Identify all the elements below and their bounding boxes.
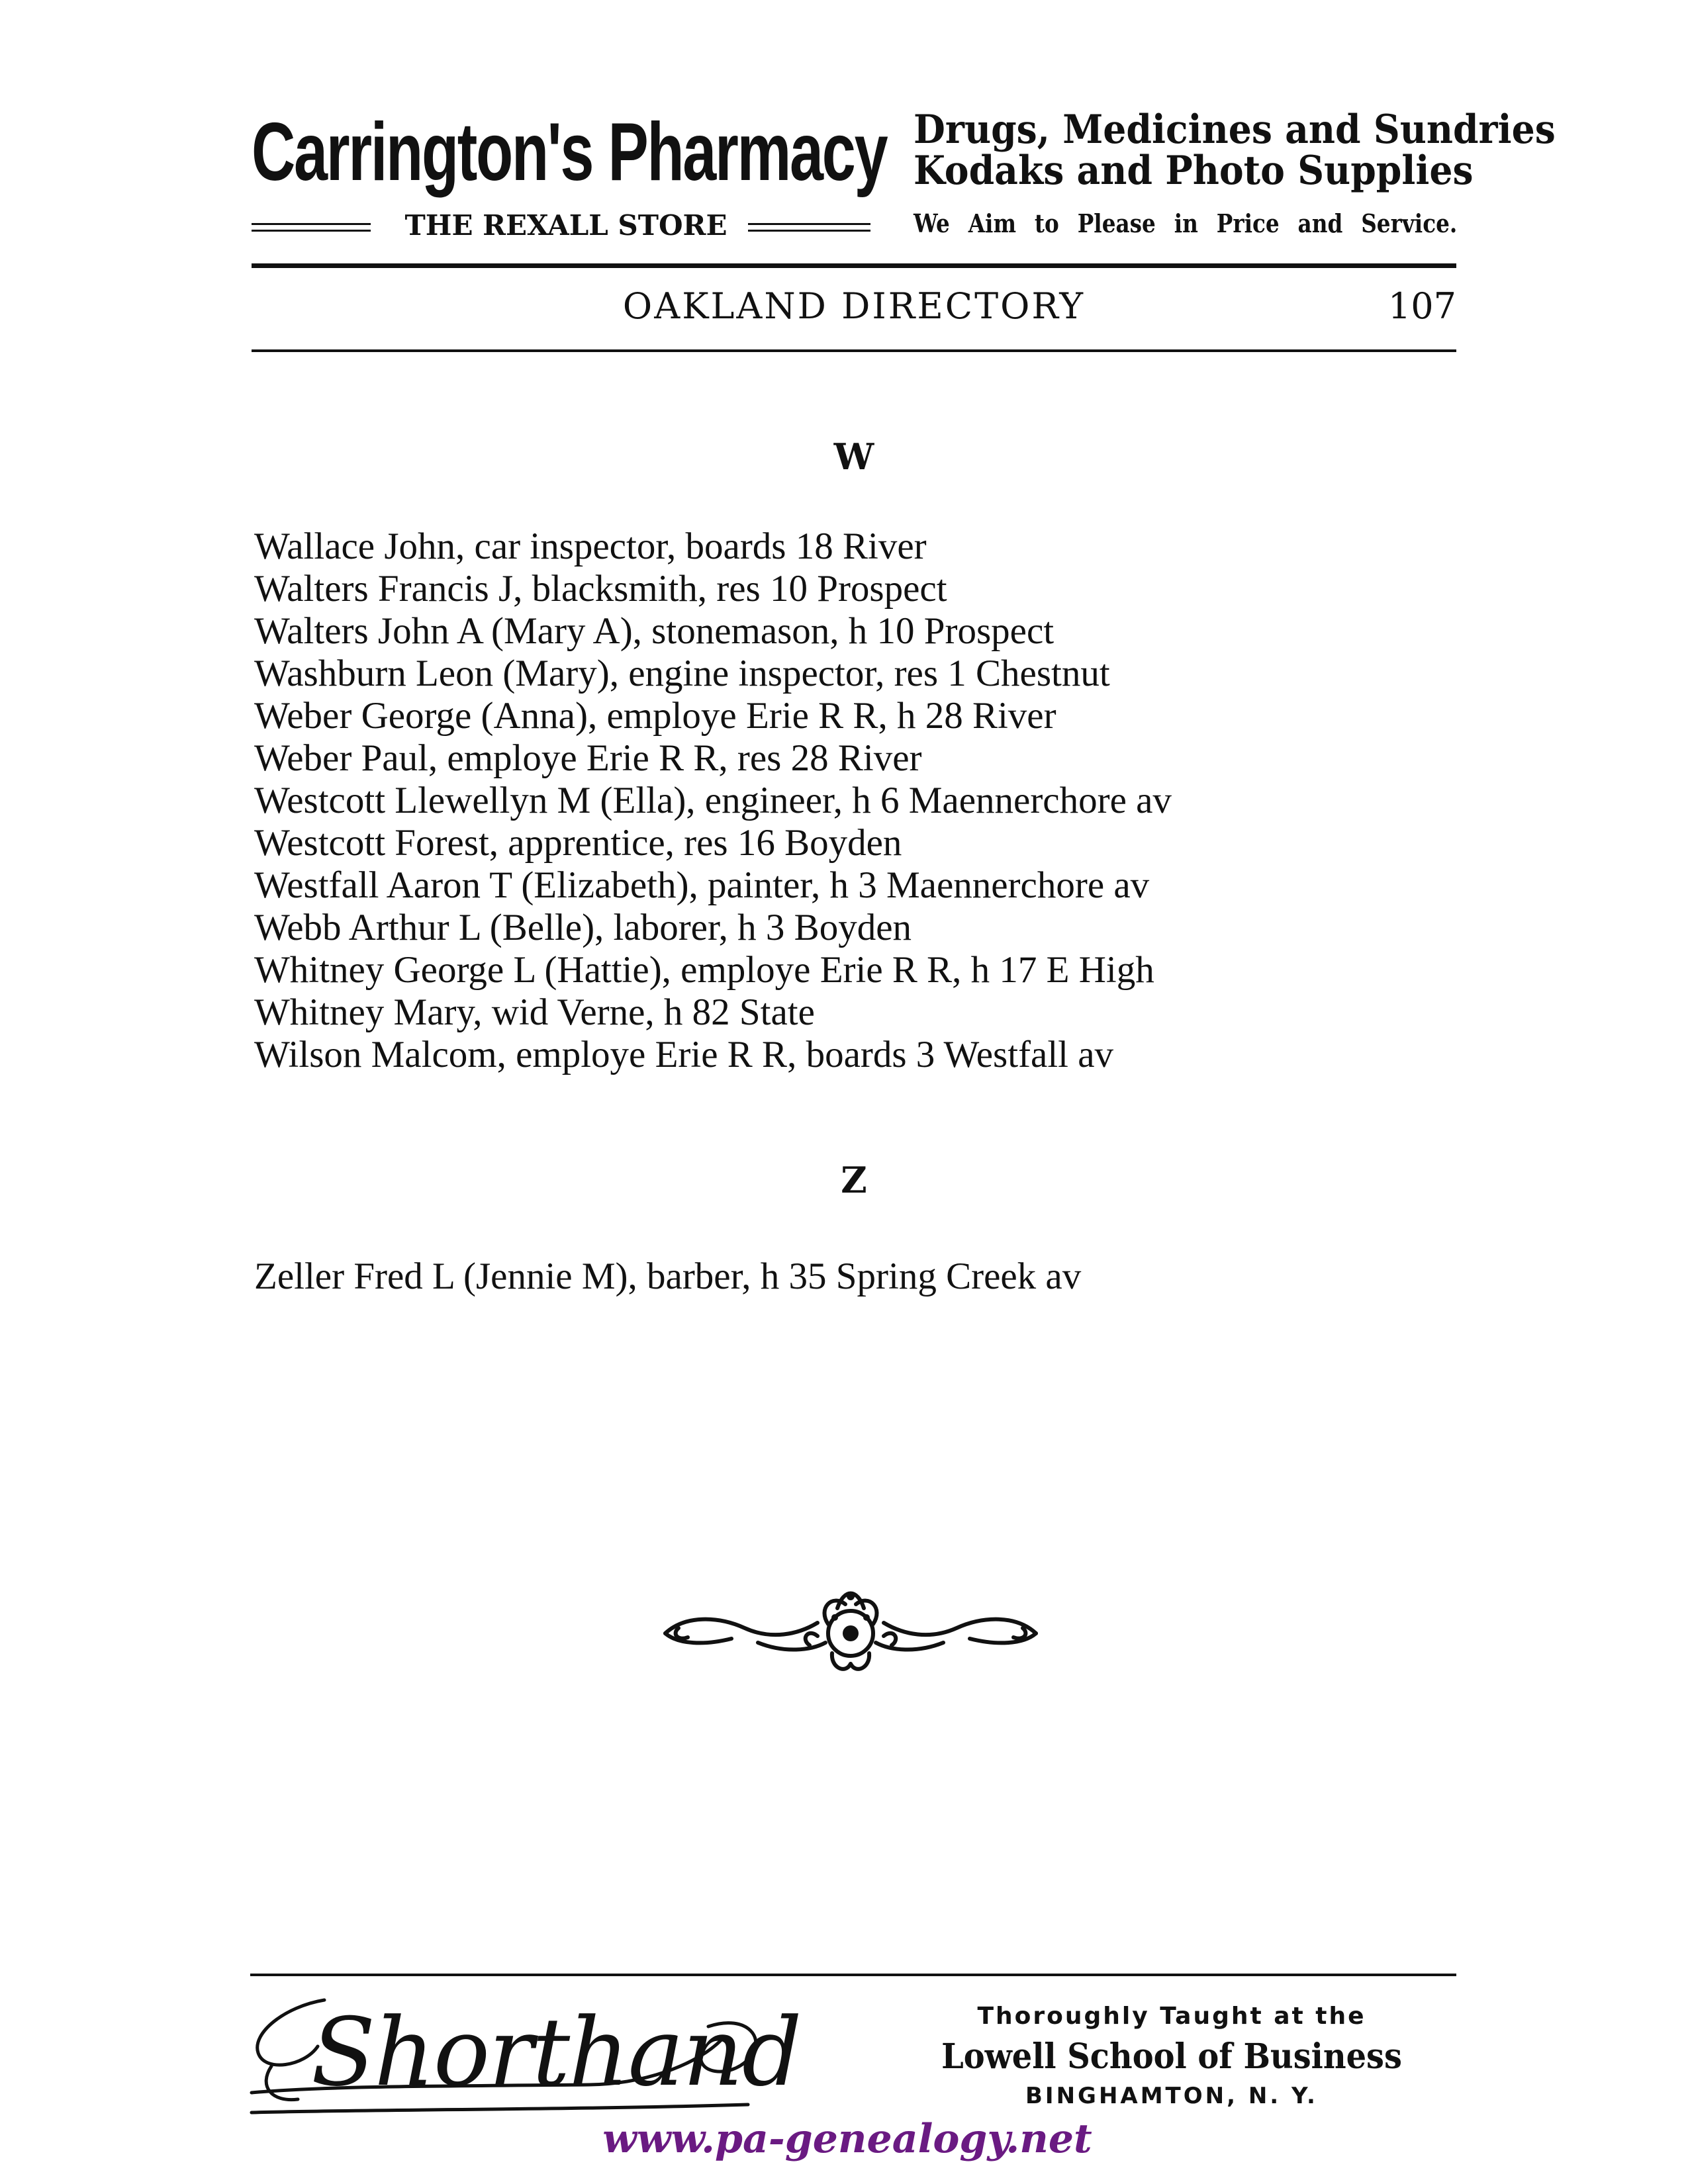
section-letter-z: Z xyxy=(841,1159,867,1201)
list-item: Weber Paul, employe Erie R R, res 28 River xyxy=(254,737,922,779)
shorthand-logo-word: Shorthand xyxy=(311,1998,801,2107)
section-z-entries xyxy=(254,1255,1446,1298)
list-item: Wallace John, car inspector, boards 18 River xyxy=(254,525,927,567)
list-item: Walters Francis J, blacksmith, res 10 Prospect xyxy=(254,568,947,610)
list-item: Washburn Leon (Mary), engine inspector, res 1 Chestnut xyxy=(254,653,1110,694)
rexall-store-label: THE REXALL STORE xyxy=(404,209,727,242)
pharmacy-advertisement xyxy=(252,107,1556,268)
directory-title: OAKLAND DIRECTORY xyxy=(622,285,1086,327)
school-advertisement xyxy=(887,1999,1456,2113)
header-divider xyxy=(252,263,1456,268)
list-item: Westcott Llewellyn M (Ella), engineer, h 6 Maennerchore av xyxy=(254,780,1172,821)
section-w-entries xyxy=(254,525,1446,1076)
floral-scroll-ornament-icon xyxy=(659,1582,1043,1681)
offerings-line-1: Drugs, Medicines and Sundries xyxy=(914,107,1556,153)
running-head xyxy=(252,281,1456,334)
section-letter-w: W xyxy=(833,435,874,478)
list-item: Westfall Aaron T (Elizabeth), painter, h 3 Maennerchore av xyxy=(254,864,1150,906)
list-item: Westcott Forest, apprentice, res 16 Boyden xyxy=(254,822,902,864)
list-item: Webb Arthur L (Belle), laborer, h 3 Boyden xyxy=(254,907,912,948)
list-item: Wilson Malcom, employe Erie R R, boards 3 Westfall av xyxy=(254,1034,1114,1075)
list-item: Whitney George L (Hattie), employe Erie R R, h 17 E High xyxy=(254,949,1154,991)
pharmacy-name: Carrington's Pharmacy xyxy=(252,107,887,198)
list-item: Whitney Mary, wid Verne, h 82 State xyxy=(254,991,815,1033)
rexall-store-row xyxy=(252,207,874,247)
list-item: Zeller Fred L (Jennie M), barber, h 35 Spring Creek av xyxy=(254,1255,1082,1297)
list-item: Weber George (Anna), employe Erie R R, h 28 River xyxy=(254,695,1056,737)
school-city: BINGHAMTON, N. Y. xyxy=(1025,2083,1318,2109)
school-taught-line: Thoroughly Taught at the xyxy=(977,2003,1366,2030)
footer-divider xyxy=(250,1974,1456,1976)
pharmacy-tagline: We Aim to Please in Price and Service. xyxy=(914,208,1458,238)
list-item: Walters John A (Mary A), stonemason, h 10 Prospect xyxy=(254,610,1055,652)
double-rule-left xyxy=(252,223,371,232)
website-watermark: www.pa-genealogy.net xyxy=(602,2116,1092,2162)
school-name: Lowell School of Business xyxy=(941,2036,1402,2077)
double-rule-right xyxy=(748,223,870,232)
running-head-divider xyxy=(252,349,1456,352)
page-number: 107 xyxy=(1387,285,1456,327)
pharmacy-offerings xyxy=(914,107,1556,240)
offerings-line-2: Kodaks and Photo Supplies xyxy=(914,148,1474,194)
